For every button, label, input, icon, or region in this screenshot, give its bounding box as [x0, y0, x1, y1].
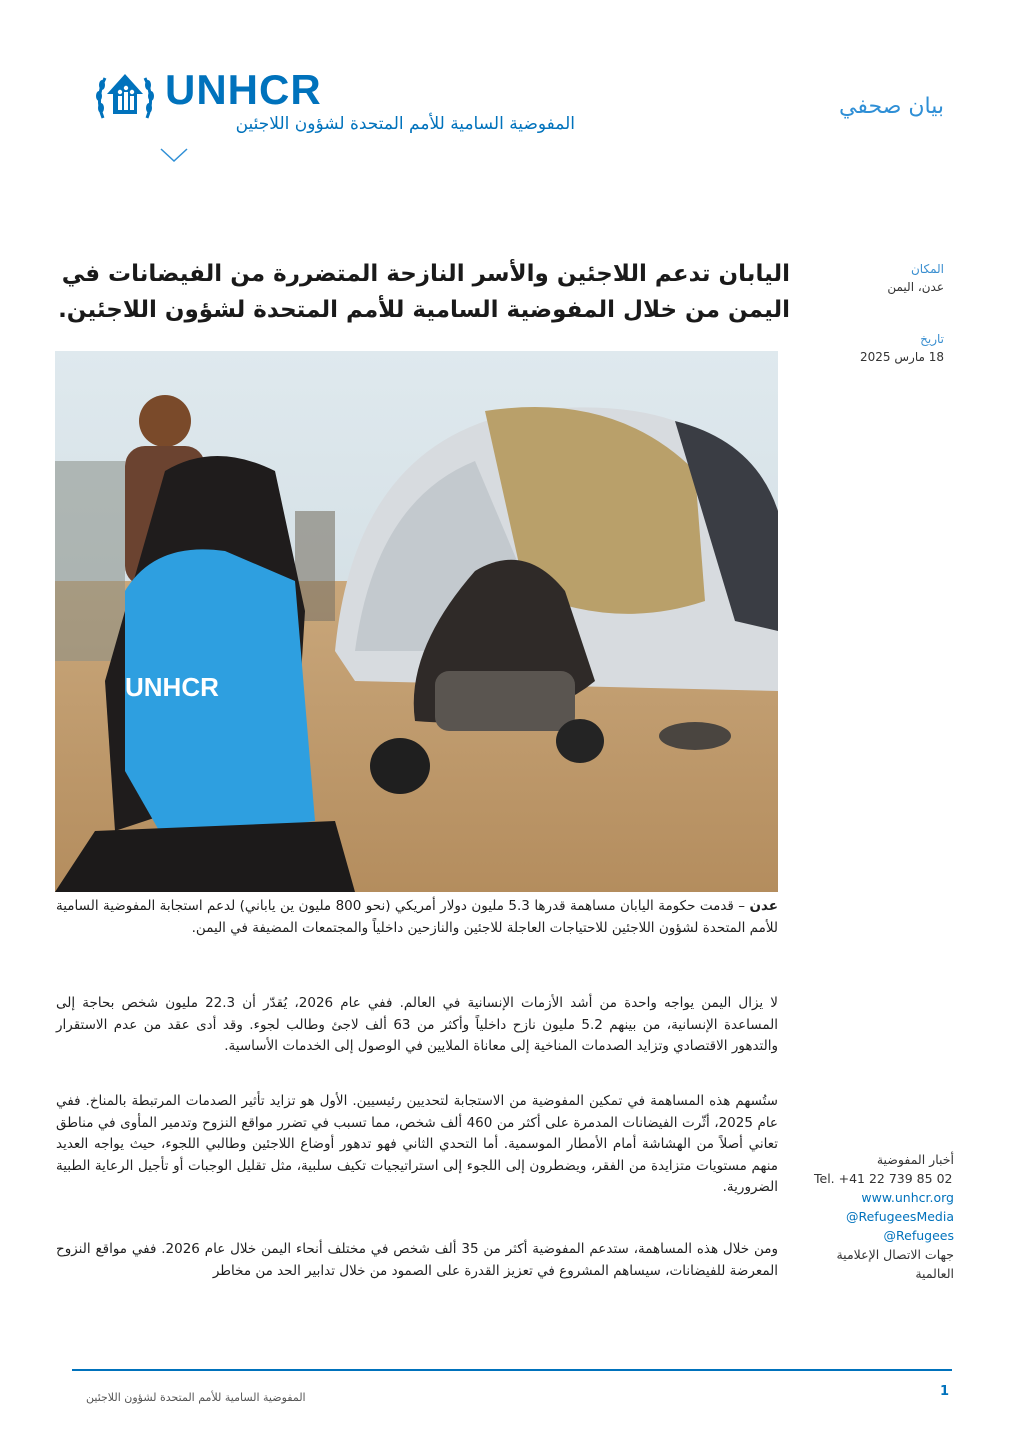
contact-phone[interactable]: Tel. +41 22 739 85 02 [814, 1171, 953, 1186]
location-value: عدن، اليمن [887, 280, 944, 294]
location-label: المكان [910, 262, 944, 276]
unhcr-emblem-icon [93, 68, 157, 126]
date-value: 18 مارس 2025 [860, 350, 944, 364]
contact-website-link[interactable]: www.unhcr.org [861, 1190, 954, 1205]
date-meta [804, 332, 944, 364]
photo-illustration [55, 351, 778, 892]
media-contacts [814, 1150, 954, 1283]
paragraph-4: ومن خلال هذه المساهمة، ستدعم المفوضية أكثر من 35 ألف شخص في مختلف أنحاء اليمن خلال عام 2026. ففي مواقع النزوح المعرضة للفيضانات، سيساهم المشروع في تعزيز القدرة على الصمود من خلال تدابير الحد من مخاطر [56, 1241, 778, 1279]
contact-twitter-link[interactable]: @Refugees [883, 1228, 954, 1243]
contacts-note-1: جهات الاتصال الإعلامية [836, 1247, 954, 1262]
brand-arabic-name: المفوضية السامية للأمم المتحدة لشؤون اللاجئين [235, 114, 575, 134]
news-photo [55, 351, 778, 892]
paragraph-1-text: – قدمت حكومة اليابان مساهمة قدرها 5.3 مليون دولار أمريكي (نحو 800 مليون ين ياباني) لدعم استجابة المفوضية السامية للأمم المتحدة لشؤون اللاجئين للاحتياجات العاجلة للاجئين والنازحين داخلياً والمجتمعات المضيفة في اليمن. [56, 898, 778, 936]
location-meta [804, 262, 944, 294]
paragraph-2: لا يزال اليمن يواجه واحدة من أشد الأزمات الإنسانية في العالم. ففي عام 2026، يُقدّر أن 22.3 مليون شخص بحاجة إلى المساعدة الإنسانية، من بينهم 5.2 مليون نازح داخلياً وأكثر من 63 ألف لاجئ وطالب لجوء. وقد أدى عقد من عدم الاستقرار والتدهور الاقتصادي وتزايد الصدمات المناخية إلى معاناة الملايين في الوصول إلى الخدمات الأساسية. [56, 995, 778, 1054]
document-type: بيان صحفي [839, 94, 944, 119]
footer-org-name: المفوضية السامية للأمم المتحدة لشؤون اللاجئين [86, 1391, 306, 1404]
vest-text: UNHCR [125, 672, 219, 702]
contacts-heading: أخبار المفوضية [876, 1152, 954, 1167]
unhcr-logo [93, 68, 593, 168]
page-number: 1 [940, 1384, 950, 1399]
dateline: عدن [749, 898, 778, 914]
brand-wordmark: UNHCR [165, 66, 322, 113]
contact-twitter-media-link[interactable]: @RefugeesMedia [845, 1209, 954, 1224]
page-title: اليابان تدعم اللاجئين والأسر النازحة المتضررة من الفيضانات في اليمن من خلال المفوضية السامية للأمم المتحدة لشؤون اللاجئين. [58, 261, 790, 323]
paragraph-1 [56, 896, 778, 939]
footer-divider [72, 1369, 952, 1371]
chevron-down-icon [159, 146, 189, 164]
contacts-note-2: العالمية [915, 1266, 954, 1281]
date-label: تاريخ [920, 332, 944, 346]
paragraph-3: ستُسهم هذه المساهمة في تمكين المفوضية من الاستجابة لتحديين رئيسيين. الأول هو تزايد تأثير الصدمات المرتبطة بالمناخ. ففي عام 2025، أثّرت الفيضانات المدمرة على أكثر من 460 ألف شخص، مما تسبب في تضرر مواقع النزوح وتدمير المأوى في مناطق تعاني أصلاً من الهشاشة أمام الأمطار الموسمية. أما التحدي الثاني فهو تدهور أوضاع اللاجئين وطالبي اللجوء، حيث يواجه العديد منهم مستويات متزايدة من الفقر، ويضطرون إلى اللجوء إلى استراتيجيات تكيف سلبية، مثل تقليل الوجبات أو تأجيل الرعاية الطبية الضرورية. [56, 1093, 778, 1195]
